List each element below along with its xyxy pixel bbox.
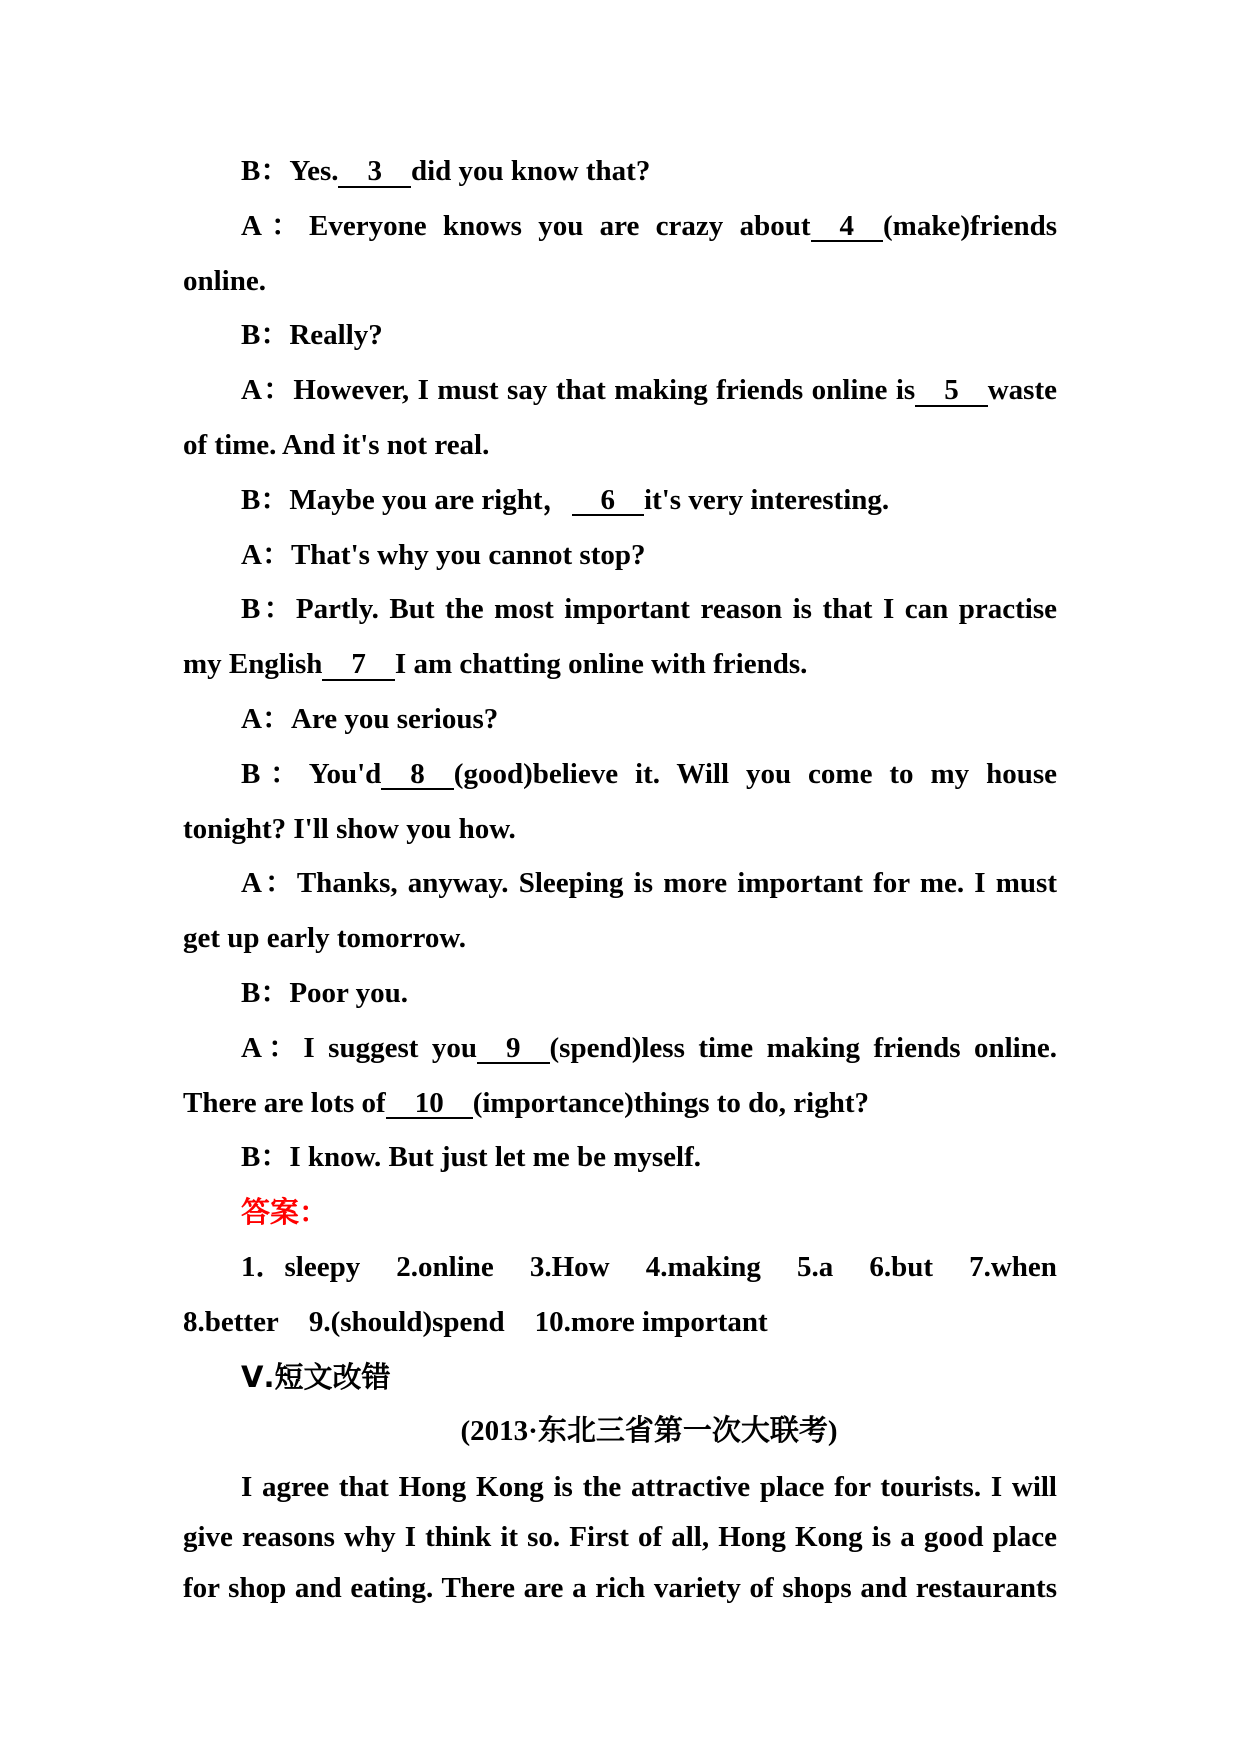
dialogue-text: (make)friends [883, 209, 1057, 242]
answer-blank: 5 [915, 377, 988, 407]
answer-item: 9.(should)spend [308, 1305, 505, 1338]
dialogue-line [183, 966, 1057, 1021]
dialogue-line [183, 692, 1057, 747]
speaker-label: B： [241, 757, 309, 790]
dialogue-line [183, 254, 1057, 309]
answer-blank: 8 [381, 761, 454, 791]
dialogue [183, 144, 1057, 1185]
speaker-label: B： [241, 483, 290, 516]
dialogue-text: (good)believe it. Will you come to my house [453, 757, 1058, 790]
dialogue-text: Are you serious? [290, 702, 499, 735]
speaker-label: B： [241, 1141, 290, 1174]
dialogue-text: of time. And it's not real. [183, 428, 490, 461]
dialogue-line [183, 802, 1057, 857]
dialogue-text: I am chatting online with friends. [394, 648, 808, 681]
speaker-label: B： [241, 155, 290, 187]
dialogue-line [183, 308, 1057, 363]
dialogue-text: it's very interesting. [644, 483, 890, 516]
dialogue-text: Really? [289, 319, 383, 352]
dialogue-line [183, 1130, 1057, 1185]
answer-item: 6.but [869, 1250, 934, 1283]
dialogue-text: Maybe you are right， [289, 483, 572, 516]
answer-item: 5.a [797, 1250, 834, 1283]
dialogue-text: I suggest you [303, 1031, 478, 1064]
answer-item: 7.when [969, 1250, 1057, 1283]
answer-blank: 9 [477, 1035, 550, 1065]
error-correction-section [183, 1350, 1057, 1614]
dialogue-line [183, 199, 1057, 254]
passage-line: for shop and eating. There are a rich variety of shops and restaurants [183, 1571, 1057, 1604]
dialogue-line [183, 582, 1057, 637]
dialogue-line [183, 1021, 1057, 1076]
dialogue-text: However, I must say that making friends online is [293, 374, 916, 407]
dialogue-text: did you know that? [410, 155, 651, 187]
dialogue-text: Thanks, anyway. Sleeping is more important for me. I must [296, 867, 1057, 900]
answer-blank: 3 [338, 158, 411, 188]
dialogue-text: (importance)things to do, right? [472, 1086, 870, 1119]
document-page [183, 144, 1057, 1613]
passage-line: I agree that Hong Kong is the attractive place for tourists. I will [241, 1470, 1057, 1503]
answer-blank: 10 [386, 1090, 473, 1120]
dialogue-text: Partly. But the most important reason is that I can practise [295, 593, 1058, 626]
dialogue-text: online. [183, 264, 266, 297]
dialogue-line [183, 637, 1057, 692]
dialogue-line [183, 1076, 1057, 1131]
dialogue-line [183, 856, 1057, 911]
dialogue-text: That's why you cannot stop? [290, 538, 646, 571]
speaker-label: B： [241, 593, 296, 626]
answer-key [183, 1185, 1057, 1349]
dialogue-text: get up early tomorrow. [183, 922, 466, 955]
dialogue-text: (spend)less time making friends online. [549, 1031, 1057, 1064]
speaker-label: A： [241, 1031, 304, 1064]
dialogue-line [183, 911, 1057, 966]
dialogue-text: Poor you. [289, 976, 409, 1009]
answer-key-row [183, 1295, 1057, 1350]
source-note: (2013·东北三省第一次大联考) [460, 1415, 838, 1448]
dialogue-text: Everyone knows you are crazy about [309, 209, 811, 242]
dialogue-line [183, 418, 1057, 473]
dialogue-text: You'd [308, 757, 382, 790]
answer-item: 8.better [183, 1305, 279, 1338]
dialogue-line [183, 747, 1057, 802]
speaker-label: B： [241, 319, 290, 352]
dialogue-text: tonight? I'll show you how. [183, 812, 516, 845]
passage-line: give reasons why I think it so. First of all, Hong Kong is a good place [183, 1521, 1057, 1554]
speaker-label: B： [241, 976, 290, 1009]
answer-item: 3.How [529, 1250, 610, 1283]
dialogue-line [183, 144, 1057, 199]
section-heading: Ⅴ.短文改错 [241, 1359, 391, 1394]
passage [183, 1462, 1057, 1614]
answer-item: 2.online [396, 1250, 494, 1283]
answer-blank: 4 [811, 213, 884, 243]
answer-key-label: 答案： [241, 1195, 329, 1230]
answer-key-row [183, 1240, 1057, 1295]
speaker-label: A： [241, 209, 310, 242]
answer-blank: 6 [572, 487, 645, 517]
answer-blank: 7 [322, 651, 395, 681]
speaker-label: A： [241, 374, 294, 407]
answer-item: 10.more important [534, 1305, 768, 1338]
dialogue-text: I know. But just let me be myself. [289, 1141, 701, 1174]
dialogue-text: waste [987, 374, 1057, 407]
answer-item: 1．sleepy [241, 1250, 361, 1283]
speaker-label: A： [241, 702, 291, 735]
dialogue-text: my English [183, 648, 323, 681]
speaker-label: A： [241, 538, 291, 571]
dialogue-text: There are lots of [183, 1086, 386, 1119]
answer-item: 4.making [645, 1250, 761, 1283]
dialogue-line [183, 473, 1057, 528]
dialogue-line [183, 363, 1057, 418]
dialogue-text: Yes. [289, 155, 339, 187]
speaker-label: A： [241, 867, 297, 900]
dialogue-line [183, 528, 1057, 583]
